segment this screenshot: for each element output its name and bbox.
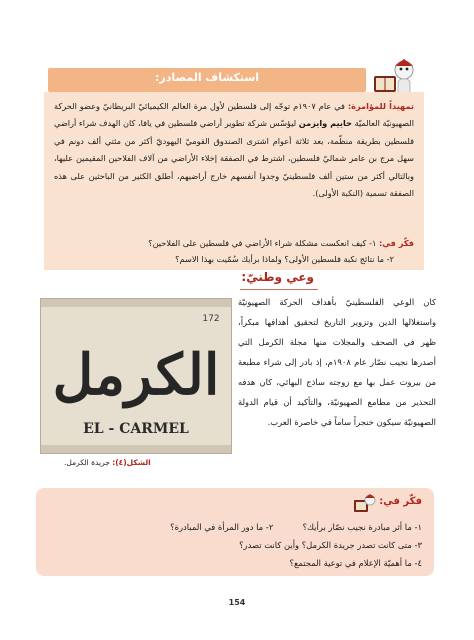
intro-label: تمهيداً للمؤامرة: bbox=[347, 101, 415, 111]
explore-sources-box bbox=[44, 92, 424, 270]
weizmann-name: حاييم وايزمن bbox=[298, 118, 352, 129]
figure-caption-text: جريدة الكرمل. bbox=[64, 458, 110, 467]
newspaper-image bbox=[40, 298, 232, 454]
explore-think-line-1 bbox=[54, 236, 414, 250]
think-icon bbox=[352, 494, 376, 514]
newspaper-number: 172 bbox=[202, 314, 220, 324]
think-question-2: ٢- ما دور المرأة في المبادرة؟ bbox=[170, 522, 274, 532]
explore-think-line-2 bbox=[54, 252, 394, 266]
explore-sources-banner bbox=[48, 68, 366, 92]
figure-caption bbox=[64, 458, 151, 467]
explore-question-2: ٢- ما نتائج نكبة فلسطين الأولى؟ ولماذا برأيك سُمّيت بهذا الاسم؟ bbox=[175, 254, 394, 264]
figure-caption-label: الشكل(٤): bbox=[112, 458, 151, 467]
think-question-4: ٤- ما أهميّة الإعلام في توعية المجتمع؟ bbox=[289, 558, 422, 568]
think-box-title: فكّر في: bbox=[379, 496, 422, 507]
section-heading: وعي وطنيّ: bbox=[241, 270, 314, 284]
newspaper-masthead bbox=[41, 299, 231, 453]
explore-think-label: فكّر في: bbox=[379, 238, 414, 248]
newspaper-latin-title: EL - CARMEL bbox=[83, 421, 189, 437]
explore-text-part1: في عام ١٩٠٧م توجّه إلى فلسطين لأول مرة العالم الكيميائيّ البريطانيّ وعضو الحركة الصهيونيّة العالميّة bbox=[54, 101, 414, 129]
think-question-1: ١- ما أثر مبادرة نجيب نصّار برأيك؟ bbox=[302, 522, 422, 532]
newspaper-arabic-title: الكرمل bbox=[52, 342, 220, 408]
section-heading-underline bbox=[240, 289, 318, 290]
page-number: 154 bbox=[228, 598, 246, 607]
think-question-3: ٣- متى كانت تصدر جريدة الكرمل؟ وأين كانت تصدر؟ bbox=[239, 540, 422, 550]
think-row-1 bbox=[48, 520, 422, 534]
explore-question-1: ١- كيف انعكست مشكلة شراء الأراضي في فلسطين على الفلاحين؟ bbox=[148, 238, 377, 248]
explore-sources-title: استكشاف المصادر: bbox=[154, 71, 260, 84]
section-body-text: كان الوعي الفلسطينيّ بأهداف الحركة الصهيونيّة واستغلالها الدين وتزوير التاريخ لتحقيق أهدافها مبكراً، ظهر في الصحف والمجلات منها مجلة الكرمل التي أصدرها نجيب نصّار عام ١٩٠٨م، إذ بادر إلى شراء مطبعة من بيروت عمل بها مع زوجته ساذج البهائي، كان هدفه التحذير من مطامع الصهيونيّة، والتأكيد أن قيام الدولة الصهيونيّة سيكون خنجراً ساماً في خاصرة العرب. bbox=[238, 297, 436, 427]
explore-text-part2: ليؤسّس شركة تطوير أراضي فلسطين في يافا، كان الهدف شراء أراضي فلسطين بطريقة منظّمة، بعد ثلاثة أعوام اشترى الصندوق القوميّ اليهوديّ أكثر من مئتي ألف دونم في سهل مرج بن عامر شماليّ فلسطين، اشترط في الصفقة إخلاء الأراضي من آلاف الفلاحين المقيمين عليها، وبالتالي أكثر من ستين ألف فلسطينيّ وجدوا أنفسهم خارج أراضيهم، أطلق الكثير من الباحثين على هذه الصفقة تسمية (النكبة الأولى). bbox=[54, 118, 414, 199]
think-box bbox=[36, 488, 434, 576]
explore-paragraph bbox=[54, 98, 414, 202]
